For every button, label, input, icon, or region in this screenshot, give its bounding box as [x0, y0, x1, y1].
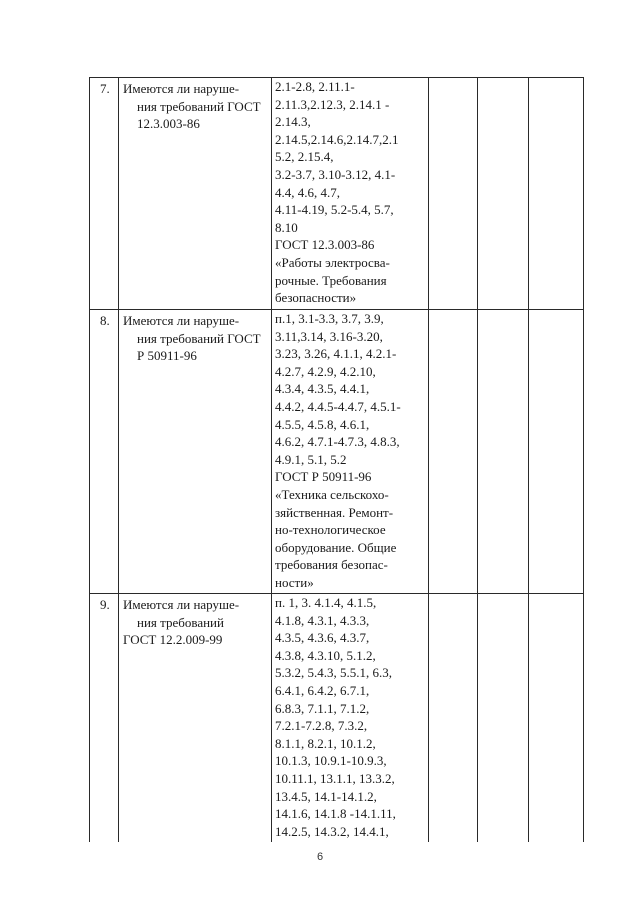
- reference-line: 3.2-3.7, 3.10-3.12, 4.1-: [275, 166, 396, 182]
- reference-line: 4.9.1, 5.1, 5.2: [275, 451, 347, 467]
- reference-line: п.1, 3.1-3.3, 3.7, 3.9,: [275, 311, 384, 326]
- question-line: Имеются ли наруше-: [123, 313, 240, 328]
- reference-line: но-технологическое: [275, 522, 386, 538]
- reference-line: 13.4.5, 14.1-14.1.2,: [275, 788, 377, 804]
- reference-line: 3.11,3.14, 3.16-3.20,: [275, 328, 383, 344]
- reference-line: зяйственная. Ремонт-: [275, 504, 394, 520]
- reference-line: оборудование. Общие: [275, 539, 397, 555]
- reference-line: 14.2.5, 14.3.2, 14.4.1,: [275, 823, 389, 839]
- reference-line: 4.3.8, 4.3.10, 5.1.2,: [275, 647, 376, 663]
- reference-line: 3.23, 3.26, 4.1.1, 4.2.1-: [275, 346, 397, 362]
- reference-line: 4.6.2, 4.7.1-4.7.3, 4.8.3,: [275, 434, 400, 450]
- reference-line: 2.14.5,2.14.6,2.14.7,2.1: [275, 131, 399, 147]
- reference-line: 2.1-2.8, 2.11.1-: [275, 79, 355, 94]
- reference-line: 2.14.3,: [275, 114, 311, 130]
- question-line: ния требований ГОСТ: [137, 330, 261, 346]
- row-number: 7.: [90, 78, 119, 310]
- reference-line: 14.1.6, 14.1.8 -14.1.11,: [275, 806, 396, 822]
- question-cell: [119, 310, 272, 594]
- reference-line: 4.4.2, 4.4.5-4.4.7, 4.5.1-: [275, 398, 401, 414]
- answer-cell[interactable]: [478, 310, 529, 594]
- question-line: ния требований ГОСТ: [137, 98, 261, 114]
- reference-cell: [272, 594, 429, 843]
- reference-line: 7.2.1-7.2.8, 7.3.2,: [275, 718, 368, 734]
- question-cell: [119, 78, 272, 310]
- reference-line: 2.11.3,2.12.3, 2.14.1 -: [275, 96, 390, 112]
- answer-cell[interactable]: [429, 594, 478, 843]
- question-line: Р 50911-96: [137, 348, 197, 364]
- table-row: [90, 594, 584, 843]
- reference-line: «Техника сельскохо-: [275, 486, 389, 502]
- reference-line: требования безопас-: [275, 557, 388, 573]
- reference-line: 4.5.5, 4.5.8, 4.6.1,: [275, 416, 370, 432]
- requirements-table: [89, 77, 584, 842]
- table-row: [90, 310, 584, 594]
- reference-line: ГОСТ 12.3.003-86: [275, 237, 375, 253]
- reference-line: 6.4.1, 6.4.2, 6.7.1,: [275, 682, 370, 698]
- reference-line: 10.1.3, 10.9.1-10.9.3,: [275, 753, 387, 769]
- answer-cell[interactable]: [429, 310, 478, 594]
- answer-cell[interactable]: [529, 78, 584, 310]
- reference-line: безопасности»: [275, 290, 357, 306]
- reference-line: 4.3.5, 4.3.6, 4.3.7,: [275, 630, 370, 646]
- reference-line: рочные. Требования: [275, 272, 387, 288]
- reference-line: 10.11.1, 13.1.1, 13.3.2,: [275, 770, 395, 786]
- answer-cell[interactable]: [529, 594, 584, 843]
- question-line: Имеются ли наруше-: [123, 81, 240, 96]
- question-line: ГОСТ 12.2.009-99: [123, 632, 223, 648]
- question-line: ния требований: [137, 614, 224, 630]
- reference-cell: [272, 78, 429, 310]
- page-number: 6: [316, 851, 324, 863]
- reference-line: 5.3.2, 5.4.3, 5.5.1, 6.3,: [275, 665, 392, 681]
- reference-line: п. 1, 3. 4.1.4, 4.1.5,: [275, 595, 377, 610]
- reference-cell: [272, 310, 429, 594]
- row-number: 9.: [90, 594, 119, 843]
- reference-line: 4.3.4, 4.3.5, 4.4.1,: [275, 381, 370, 397]
- question-line: 12.3.003-86: [137, 116, 200, 132]
- reference-line: 4.2.7, 4.2.9, 4.2.10,: [275, 363, 376, 379]
- reference-line: 8.1.1, 8.2.1, 10.1.2,: [275, 735, 376, 751]
- answer-cell[interactable]: [478, 78, 529, 310]
- reference-line: 4.1.8, 4.3.1, 4.3.3,: [275, 612, 370, 628]
- question-cell: [119, 594, 272, 843]
- row-number: 8.: [90, 310, 119, 594]
- reference-line: 5.2, 2.15.4,: [275, 149, 334, 165]
- table-body: [90, 78, 584, 843]
- reference-line: 4.4, 4.6, 4.7,: [275, 184, 340, 200]
- reference-line: 8.10: [275, 219, 298, 235]
- reference-line: ГОСТ Р 50911-96: [275, 469, 372, 485]
- table-row: [90, 78, 584, 310]
- reference-line: ности»: [275, 574, 314, 590]
- answer-cell[interactable]: [478, 594, 529, 843]
- answer-cell[interactable]: [529, 310, 584, 594]
- question-line: Имеются ли наруше-: [123, 597, 240, 612]
- reference-line: 6.8.3, 7.1.1, 7.1.2,: [275, 700, 370, 716]
- reference-line: 4.11-4.19, 5.2-5.4, 5.7,: [275, 202, 394, 218]
- reference-line: «Работы электросва-: [275, 254, 390, 270]
- answer-cell[interactable]: [429, 78, 478, 310]
